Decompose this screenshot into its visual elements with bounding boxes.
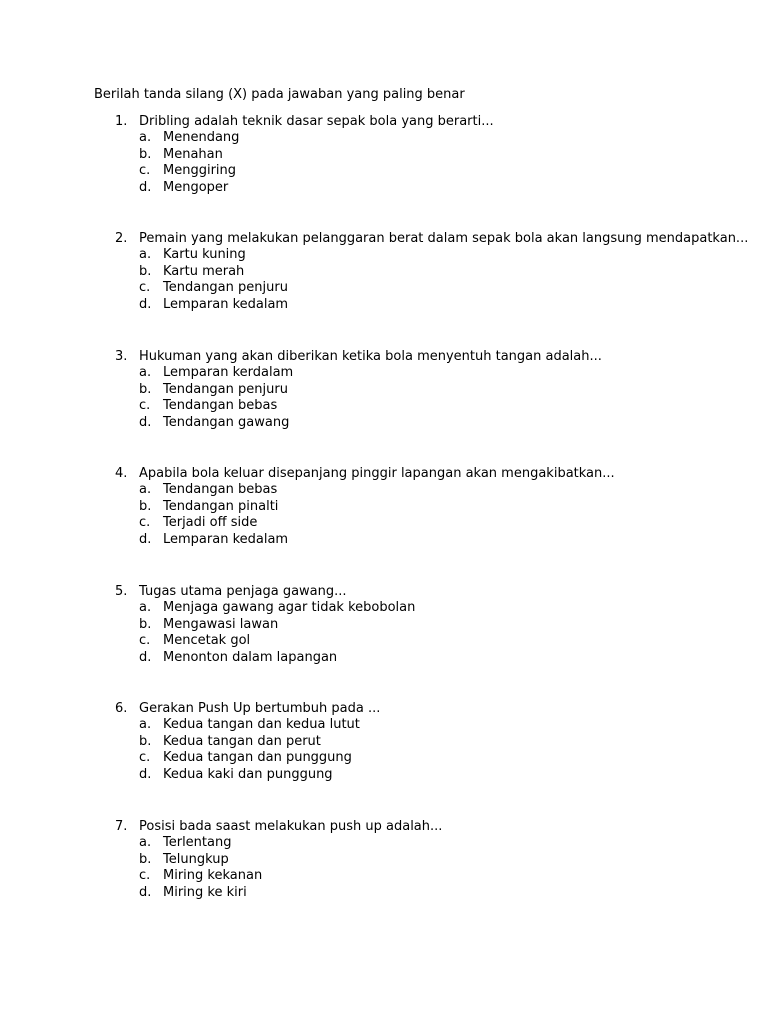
option-text: Kartu merah (163, 263, 245, 279)
option-text: Menahan (163, 146, 223, 162)
option-text: Kedua tangan dan punggung (163, 750, 352, 766)
question-number: 3. (115, 349, 128, 364)
option-c (0, 750, 768, 766)
question-line (0, 114, 768, 130)
question-text: Apabila bola keluar disepanjang pinggir lapangan akan mengakibatkan... (139, 466, 615, 481)
option-letter: a. (139, 717, 152, 733)
option-text: Terjadi off side (163, 515, 258, 531)
question-2 (0, 231, 768, 313)
option-c (0, 868, 768, 884)
question-7 (0, 819, 768, 901)
question-number: 4. (115, 466, 128, 481)
option-b (0, 734, 768, 750)
option-a (0, 247, 768, 263)
question-line (0, 231, 768, 247)
question-4 (0, 466, 768, 548)
option-c (0, 163, 768, 179)
option-c (0, 398, 768, 414)
option-letter: a. (139, 130, 152, 146)
question-1 (0, 114, 768, 196)
question-number: 5. (115, 584, 128, 599)
option-text: Mengawasi lawan (163, 616, 279, 632)
option-text: Terlentang (163, 835, 232, 851)
question-6 (0, 701, 768, 783)
question-line (0, 349, 768, 365)
question-5 (0, 584, 768, 666)
option-text: Kedua tangan dan kedua lutut (163, 717, 360, 733)
option-text: Menggiring (163, 163, 237, 179)
question-line (0, 584, 768, 600)
option-letter: d. (139, 649, 152, 665)
option-letter: b. (139, 263, 152, 279)
option-letter: d. (139, 531, 152, 547)
option-text: Tendangan bebas (163, 398, 278, 414)
option-text: Menjaga gawang agar tidak kebobolan (163, 600, 416, 616)
option-b (0, 147, 768, 163)
option-text: Kartu kuning (163, 247, 246, 263)
option-text: Miring ke kiri (163, 884, 247, 900)
question-text: Tugas utama penjaga gawang... (139, 584, 347, 599)
option-b (0, 382, 768, 398)
option-text: Lemparan kedalam (163, 531, 289, 547)
option-letter: c. (139, 515, 151, 531)
option-text: Kedua tangan dan perut (163, 733, 321, 749)
option-letter: c. (139, 163, 151, 179)
option-d (0, 415, 768, 431)
option-letter: d. (139, 766, 152, 782)
option-letter: d. (139, 414, 152, 430)
question-text: Pemain yang melakukan pelanggaran berat dalam sepak bola akan langsung mendapatkan... (139, 231, 749, 246)
option-letter: b. (139, 498, 152, 514)
option-text: Tendangan penjuru (163, 280, 288, 296)
option-b (0, 852, 768, 868)
question-number: 1. (115, 114, 128, 129)
option-d (0, 297, 768, 313)
option-a (0, 365, 768, 381)
question-number: 6. (115, 701, 128, 716)
option-text: Kedua kaki dan punggung (163, 766, 333, 782)
option-text: Mengoper (163, 179, 229, 195)
option-a (0, 600, 768, 616)
option-letter: a. (139, 835, 152, 851)
option-text: Lemparan kedalam (163, 296, 289, 312)
option-c (0, 280, 768, 296)
instruction-text: Berilah tanda silang (X) pada jawaban yang paling benar (94, 87, 465, 102)
option-text: Tendangan penjuru (163, 381, 288, 397)
option-d (0, 532, 768, 548)
option-letter: b. (139, 146, 152, 162)
option-b (0, 499, 768, 515)
option-letter: c. (139, 633, 151, 649)
question-line (0, 466, 768, 482)
question-number: 2. (115, 231, 128, 246)
option-letter: b. (139, 733, 152, 749)
option-text: Tendangan pinalti (163, 498, 279, 514)
option-text: Lemparan kerdalam (163, 365, 294, 381)
option-text: Menonton dalam lapangan (163, 649, 338, 665)
option-letter: d. (139, 179, 152, 195)
question-text: Gerakan Push Up bertumbuh pada ... (139, 701, 381, 716)
option-a (0, 717, 768, 733)
option-letter: a. (139, 482, 152, 498)
option-d (0, 767, 768, 783)
option-b (0, 264, 768, 280)
option-a (0, 835, 768, 851)
question-line (0, 701, 768, 717)
option-letter: c. (139, 398, 151, 414)
option-letter: d. (139, 296, 152, 312)
question-text: Hukuman yang akan diberikan ketika bola menyentuh tangan adalah... (139, 349, 602, 364)
option-letter: b. (139, 616, 152, 632)
option-text: Telungkup (163, 851, 229, 867)
option-text: Tendangan gawang (163, 414, 290, 430)
option-letter: a. (139, 600, 152, 616)
option-d (0, 650, 768, 666)
option-a (0, 130, 768, 146)
option-text: Miring kekanan (163, 868, 263, 884)
question-line (0, 819, 768, 835)
option-b (0, 617, 768, 633)
option-text: Menendang (163, 130, 240, 146)
option-text: Mencetak gol (163, 633, 251, 649)
option-c (0, 515, 768, 531)
question-text: Posisi bada saast melakukan push up adalah... (139, 819, 443, 834)
question-number: 7. (115, 819, 128, 834)
option-letter: c. (139, 750, 151, 766)
option-text: Tendangan bebas (163, 482, 278, 498)
option-letter: a. (139, 247, 152, 263)
question-3 (0, 349, 768, 431)
option-letter: d. (139, 884, 152, 900)
option-d (0, 885, 768, 901)
option-letter: b. (139, 851, 152, 867)
question-text: Dribling adalah teknik dasar sepak bola yang berarti... (139, 114, 494, 129)
option-letter: c. (139, 280, 151, 296)
option-letter: c. (139, 868, 151, 884)
option-c (0, 633, 768, 649)
option-d (0, 180, 768, 196)
option-letter: b. (139, 381, 152, 397)
option-letter: a. (139, 365, 152, 381)
option-a (0, 482, 768, 498)
